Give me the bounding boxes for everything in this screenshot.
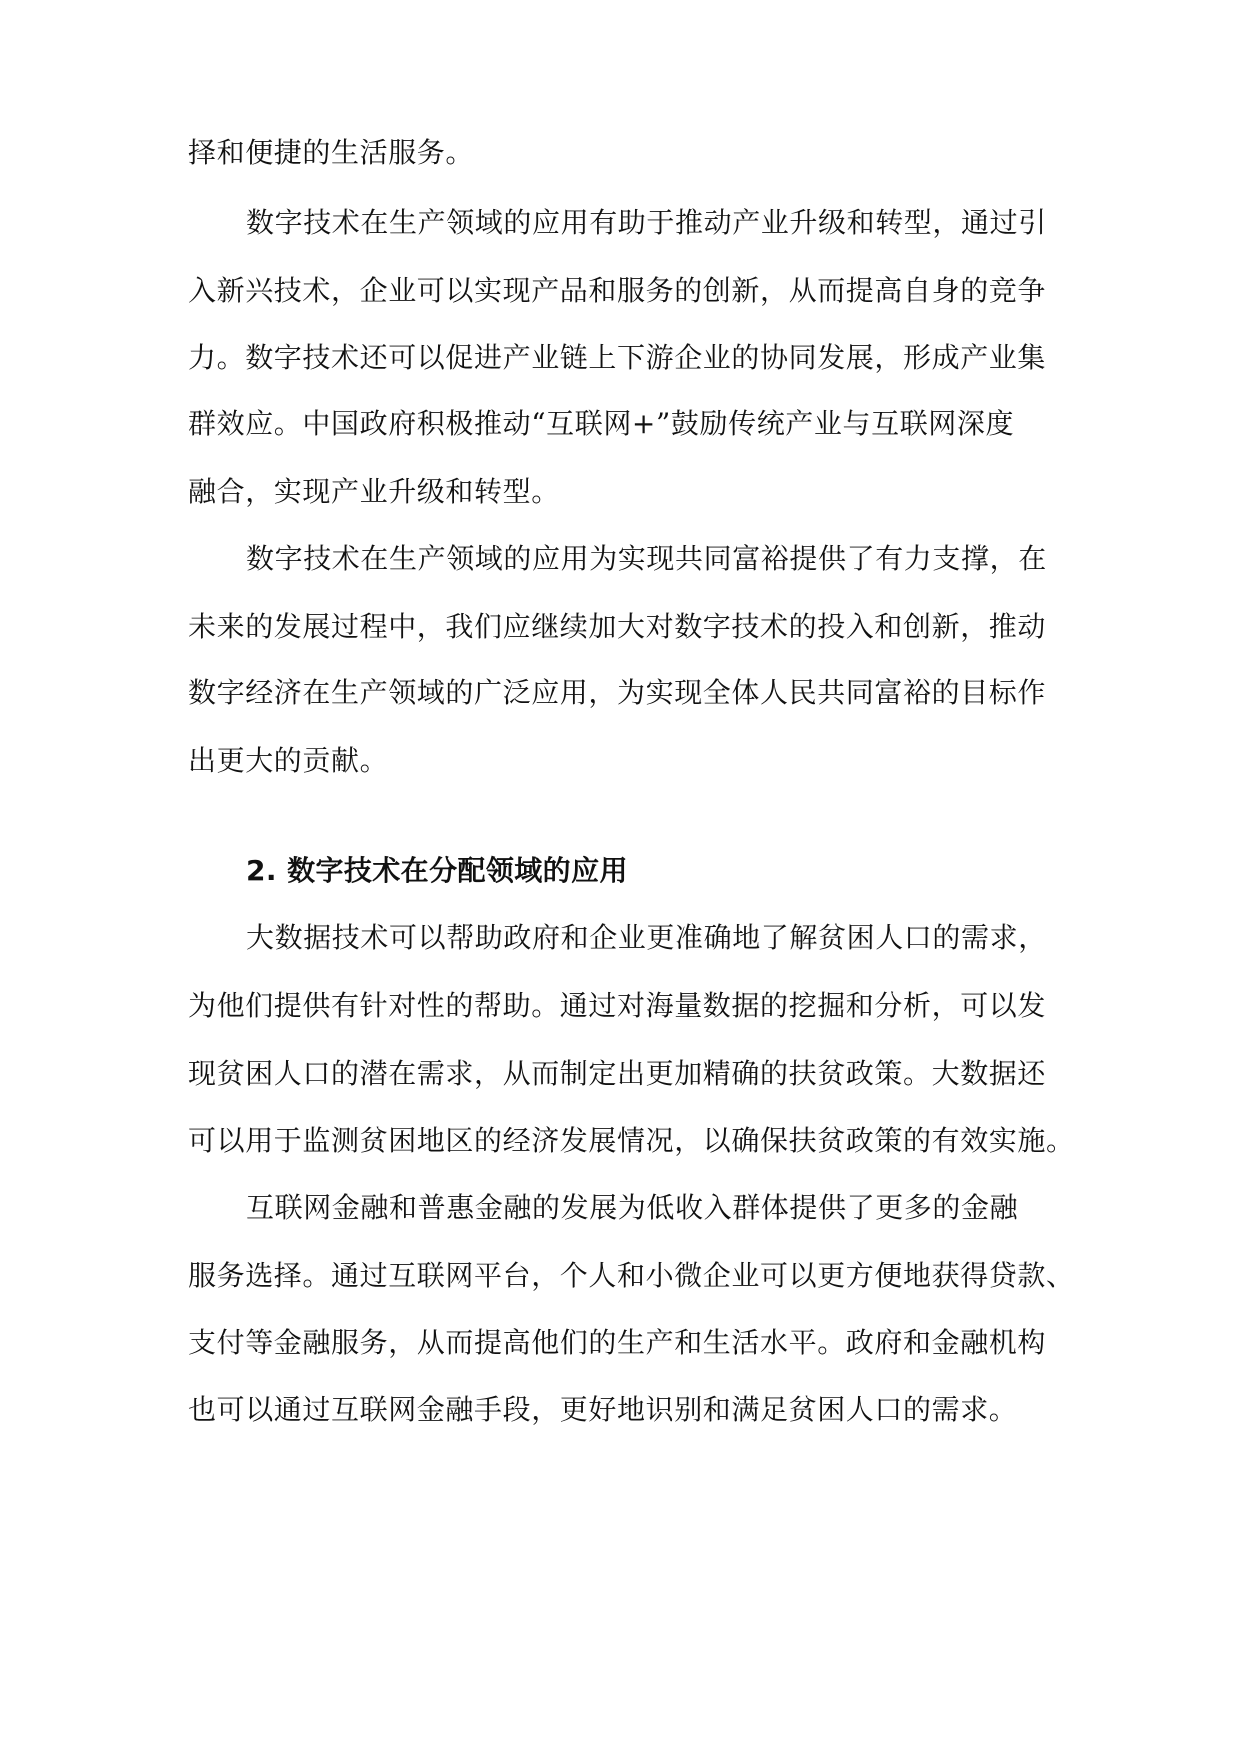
paragraph-line: 支付等金融服务，从而提高他们的生产和生活水平。政府和金融机构 bbox=[188, 1326, 1047, 1359]
paragraph-line: 未来的发展过程中，我们应继续加大对数字技术的投入和创新，推动 bbox=[188, 610, 1047, 643]
paragraph-line: 现贫困人口的潜在需求，从而制定出更加精确的扶贫政策。大数据还 bbox=[188, 1057, 1047, 1090]
paragraph-line: 数字技术在生产领域的应用为实现共同富裕提供了有力支撑，在 bbox=[246, 542, 1047, 575]
paragraph-line: 力。数字技术还可以促进产业链上下游企业的协同发展，形成产业集 bbox=[188, 341, 1047, 374]
paragraph-line: 出更大的贡献。 bbox=[188, 744, 389, 777]
paragraph-line: 服务选择。通过互联网平台，个人和小微企业可以更方便地获得贷款、 bbox=[188, 1259, 1075, 1292]
paragraph-line: 为他们提供有针对性的帮助。通过对海量数据的挖掘和分析，可以发 bbox=[188, 989, 1047, 1022]
paragraph-line: 也可以通过互联网金融手段，更好地识别和满足贫困人口的需求。 bbox=[188, 1393, 1018, 1426]
paragraph-line: 群效应。中国政府积极推动“互联网+”鼓励传统产业与互联网深度 bbox=[188, 407, 1015, 440]
paragraph-line: 数字技术在生产领域的应用有助于推动产业升级和转型，通过引 bbox=[246, 206, 1047, 239]
paragraph-line: 大数据技术可以帮助政府和企业更准确地了解贫困人口的需求， bbox=[246, 921, 1047, 954]
paragraph-line: 融合，实现产业升级和转型。 bbox=[188, 475, 560, 508]
paragraph-line: 互联网金融和普惠金融的发展为低收入群体提供了更多的金融 bbox=[246, 1191, 1019, 1224]
paragraph-line: 入新兴技术，企业可以实现产品和服务的创新，从而提高自身的竞争 bbox=[188, 274, 1047, 307]
paragraph-line: 可以用于监测贫困地区的经济发展情况，以确保扶贫政策的有效实施。 bbox=[188, 1124, 1075, 1157]
paragraph-line: 择和便捷的生活服务。 bbox=[188, 136, 475, 169]
section-heading: 2. 数字技术在分配领域的应用 bbox=[246, 854, 628, 887]
paragraph-line: 数字经济在生产领域的广泛应用，为实现全体人民共同富裕的目标作 bbox=[188, 676, 1047, 709]
